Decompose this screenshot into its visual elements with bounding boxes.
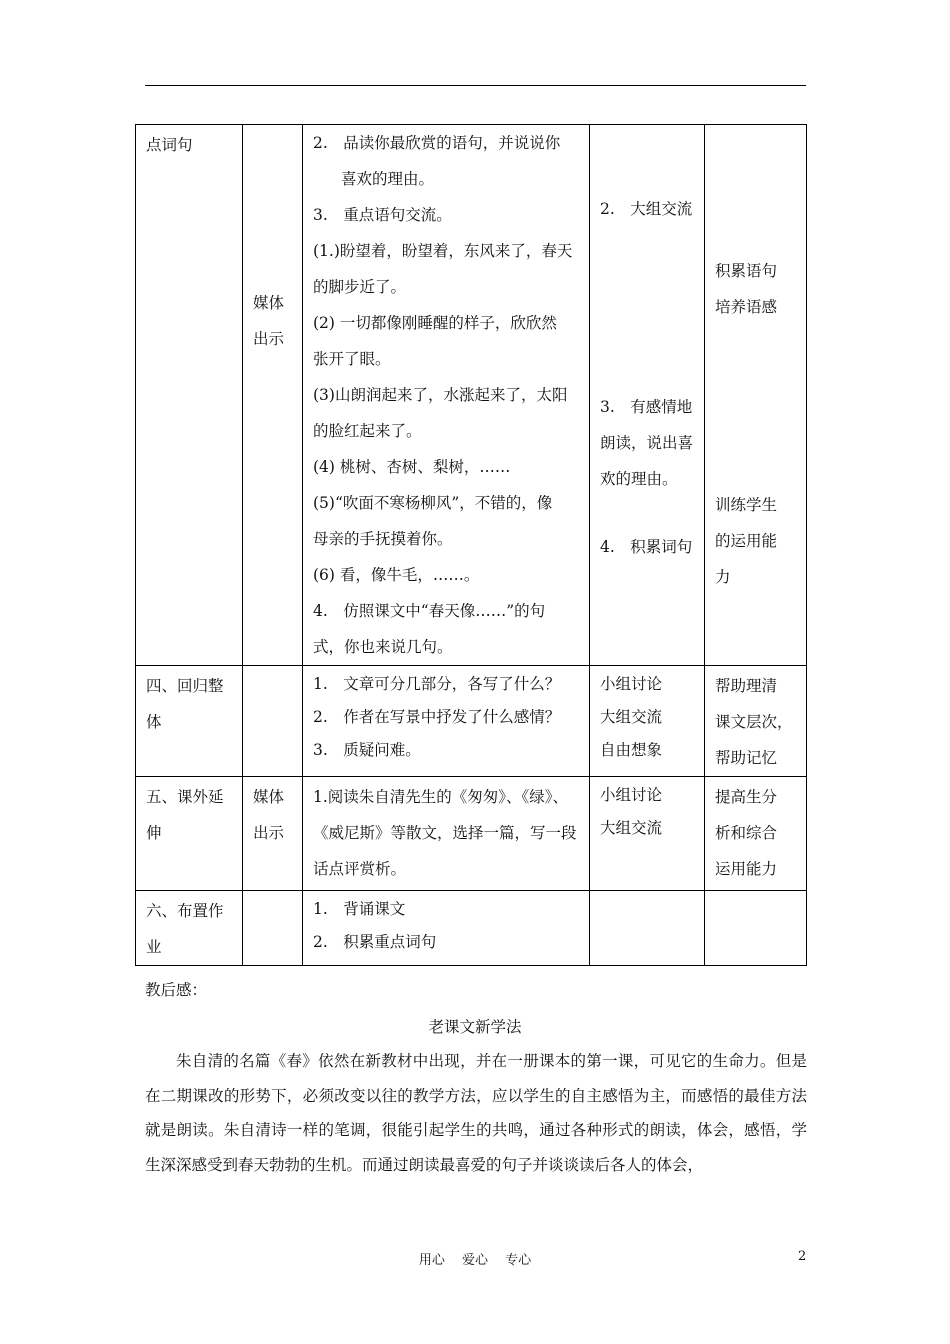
activity-cell bbox=[590, 777, 705, 891]
goal-line: 的运用能 bbox=[715, 532, 778, 550]
goal-line: 课文层次， bbox=[715, 713, 793, 731]
content-cell bbox=[303, 891, 590, 966]
activity-line: 小组讨论 bbox=[600, 786, 663, 804]
table-row bbox=[136, 125, 807, 666]
content-line: 张开了眼。 bbox=[313, 350, 391, 368]
activity-line: 自由想象 bbox=[600, 741, 663, 759]
goal-cell bbox=[705, 891, 807, 966]
stage-label: 点词句 bbox=[146, 136, 193, 154]
goal-line: 提高生分 bbox=[715, 788, 778, 806]
stage-label: 四、回归整 bbox=[146, 677, 224, 695]
content-line: 式，你也来说几句。 bbox=[313, 638, 453, 656]
table-row bbox=[136, 891, 807, 966]
stage-cell bbox=[136, 666, 243, 777]
page-number: 2 bbox=[798, 1249, 807, 1264]
content-line: 3. 质疑问难。 bbox=[313, 741, 421, 759]
content-line: 1.阅读朱自清先生的《匆匆》、《绿》、 bbox=[313, 788, 569, 806]
media-label: 出示 bbox=[253, 824, 285, 842]
content-line: (2) 一切都像刚睡醒的样子，欣欣然 bbox=[313, 314, 557, 332]
header-rule bbox=[145, 85, 806, 86]
activity-line: 欢的理由。 bbox=[600, 470, 678, 488]
content-line: 2. 作者在写景中抒发了什么感情？ bbox=[313, 708, 561, 726]
content-cell bbox=[303, 777, 590, 891]
stage-cell bbox=[136, 891, 243, 966]
goal-cell bbox=[705, 777, 807, 891]
goal-line: 培养语感 bbox=[715, 298, 778, 316]
activity-line: 小组讨论 bbox=[600, 675, 663, 693]
media-label: 媒体 bbox=[253, 788, 285, 806]
stage-label: 五、课外延 bbox=[146, 788, 224, 806]
media-label: 媒体 bbox=[253, 294, 285, 312]
goal-line: 运用能力 bbox=[715, 860, 778, 878]
media-cell bbox=[243, 891, 303, 966]
lesson-plan-table bbox=[135, 124, 807, 966]
content-line: 2. 积累重点词句 bbox=[313, 933, 437, 951]
content-line: 4. 仿照课文中“春天像……”的句 bbox=[313, 602, 546, 620]
content-line: (1.)盼望着，盼望着，东风来了，春天 bbox=[313, 242, 573, 260]
stage-label: 六、布置作 bbox=[146, 902, 224, 920]
activity-line: 大组交流 bbox=[600, 708, 663, 726]
stage-label: 伸 bbox=[146, 824, 162, 842]
content-line: 话点评赏析。 bbox=[313, 860, 407, 878]
content-line: (6) 看，像牛毛，……。 bbox=[313, 566, 480, 584]
goal-line: 帮助理清 bbox=[715, 677, 778, 695]
stage-cell bbox=[136, 125, 243, 666]
reflection-label: 教后感： bbox=[145, 981, 208, 999]
activity-line: 朗读，说出喜 bbox=[600, 434, 694, 452]
footer-motto: 用心 爱心 专心 bbox=[418, 1253, 532, 1268]
content-cell bbox=[303, 666, 590, 777]
activity-cell bbox=[590, 666, 705, 777]
media-cell bbox=[243, 777, 303, 891]
media-cell bbox=[243, 125, 303, 666]
content-line: 的脚步近了。 bbox=[313, 278, 407, 296]
table-row bbox=[136, 777, 807, 891]
goal-cell bbox=[705, 666, 807, 777]
content-line: (4) 桃树、杏树、梨树，…… bbox=[313, 458, 511, 476]
goal-line: 训练学生 bbox=[715, 496, 778, 514]
content-line: 1. 背诵课文 bbox=[313, 900, 406, 918]
content-line: 喜欢的理由。 bbox=[341, 170, 435, 188]
content-line: 母亲的手抚摸着你。 bbox=[313, 530, 453, 548]
stage-label: 业 bbox=[146, 938, 162, 956]
table-row bbox=[136, 666, 807, 777]
activity-line: 3. 有感情地 bbox=[600, 398, 693, 416]
body-paragraph: 朱自清的名篇《春》依然在新教材中出现，并在一册课本的第一课，可见它的生命力。但是在二期课改的形势下，必须改变以往的教学方法，应以学生的自主感悟为主，而感悟的最佳方法就是朗读。朱自清诗一样的笔调，很能引起学生的共鸣，通过各种形式的朗读，体会，感悟，学生深深感受到春天勃勃的生机。而通过朗读最喜爱的句子并谈谈读后各人的体会， bbox=[145, 1052, 807, 1174]
activity-cell bbox=[590, 125, 705, 666]
content-line: 1. 文章可分几部分，各写了什么？ bbox=[313, 675, 561, 693]
content-cell bbox=[303, 125, 590, 666]
activity-cell bbox=[590, 891, 705, 966]
content-line: (5)“吹面不寒杨柳风”，不错的，像 bbox=[313, 494, 553, 512]
content-line: (3)山朗润起来了，水涨起来了，太阳 bbox=[313, 386, 568, 404]
goal-cell bbox=[705, 125, 807, 666]
content-line: 3. 重点语句交流。 bbox=[313, 206, 452, 224]
stage-label: 体 bbox=[146, 713, 162, 731]
activity-line: 大组交流 bbox=[600, 819, 663, 837]
activity-line: 2. 大组交流 bbox=[600, 200, 693, 218]
content-line: 2. 品读你最欣赏的语句，并说说你 bbox=[313, 134, 561, 152]
media-cell bbox=[243, 666, 303, 777]
goal-line: 析和综合 bbox=[715, 824, 778, 842]
content-line: 的脸红起来了。 bbox=[313, 422, 422, 440]
goal-line: 力 bbox=[715, 568, 731, 586]
media-label: 出示 bbox=[253, 330, 285, 348]
content-line: 《威尼斯》等散文，选择一篇，写一段 bbox=[313, 824, 577, 842]
activity-line: 4. 积累词句 bbox=[600, 538, 693, 556]
section-title: 老课文新学法 bbox=[428, 1018, 522, 1036]
goal-line: 帮助记忆 bbox=[715, 749, 778, 767]
goal-line: 积累语句 bbox=[715, 262, 778, 280]
stage-cell bbox=[136, 777, 243, 891]
